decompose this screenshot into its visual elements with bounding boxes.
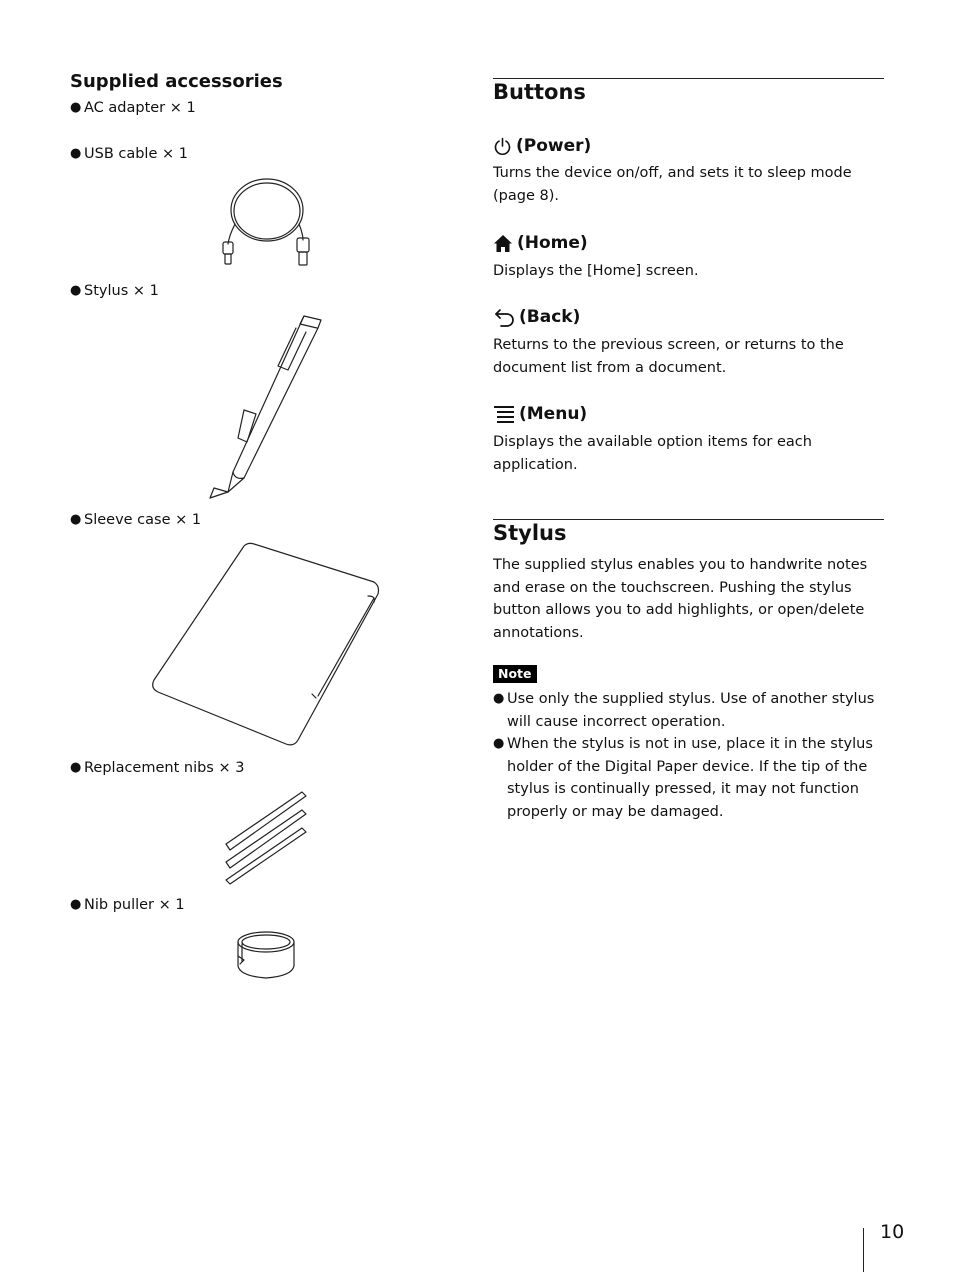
sleeve-case-illustration xyxy=(148,540,384,750)
bullet-icon: ● xyxy=(70,512,82,527)
home-button-heading: (Home) xyxy=(493,233,588,253)
bullet-icon: ● xyxy=(493,736,505,751)
accessory-item-sleeve-case: ● Sleeve case × 1 xyxy=(70,512,202,528)
page-number: 10 xyxy=(880,1221,905,1243)
bullet-icon: ● xyxy=(70,146,82,161)
home-icon xyxy=(493,234,513,253)
menu-button-description: Displays the available option items for each application. xyxy=(493,434,812,473)
section-divider xyxy=(493,519,884,520)
accessories-heading: Supplied accessories xyxy=(70,71,283,92)
note-list xyxy=(493,688,884,823)
accessory-item-ac-adapter: ● AC adapter × 1 xyxy=(70,100,196,116)
nib-puller-illustration xyxy=(230,926,302,982)
section-divider xyxy=(493,78,884,79)
menu-button-heading: (Menu) xyxy=(493,404,587,424)
note-item: ● Use only the supplied stylus. Use of another stylus will cause incorrect operation. xyxy=(493,688,884,733)
bullet-icon: ● xyxy=(70,100,82,115)
power-button-heading: (Power) xyxy=(493,136,591,156)
stylus-description: The supplied stylus enables you to handwrite notes and erase on the touchscreen. Pushing the stylus button allows you to add highlights, or open/delete annotations. xyxy=(493,557,868,641)
accessory-item-usb-cable: ● USB cable × 1 xyxy=(70,146,188,162)
page-number-divider xyxy=(863,1228,864,1272)
buttons-heading: Buttons xyxy=(493,80,586,104)
stylus-illustration xyxy=(200,310,330,500)
accessory-item-nib-puller: ● Nib puller × 1 xyxy=(70,897,185,913)
back-button-heading: (Back) xyxy=(493,307,580,327)
stylus-heading: Stylus xyxy=(493,521,567,545)
power-button-description: Turns the device on/off, and sets it to sleep mode (page 8). xyxy=(493,165,852,204)
bullet-icon: ● xyxy=(70,760,82,775)
bullet-icon: ● xyxy=(70,283,82,298)
back-button-description: Returns to the previous screen, or returns to the document list from a document. xyxy=(493,337,844,376)
note-item: ● When the stylus is not in use, place it in the stylus holder of the Digital Paper device. If the tip of the stylus is continually pressed, it may not function properly or may be damaged. xyxy=(493,733,884,823)
accessory-item-replacement-nibs: ● Replacement nibs × 3 xyxy=(70,760,245,776)
note-badge: Note xyxy=(493,665,537,683)
menu-icon xyxy=(493,404,515,424)
power-icon xyxy=(493,137,512,156)
home-button-description: Displays the [Home] screen. xyxy=(493,263,699,279)
back-icon xyxy=(493,308,515,327)
bullet-icon: ● xyxy=(493,691,505,706)
usb-cable-illustration xyxy=(215,174,320,270)
accessory-item-stylus: ● Stylus × 1 xyxy=(70,283,159,299)
replacement-nibs-illustration xyxy=(220,788,312,886)
bullet-icon: ● xyxy=(70,897,82,912)
